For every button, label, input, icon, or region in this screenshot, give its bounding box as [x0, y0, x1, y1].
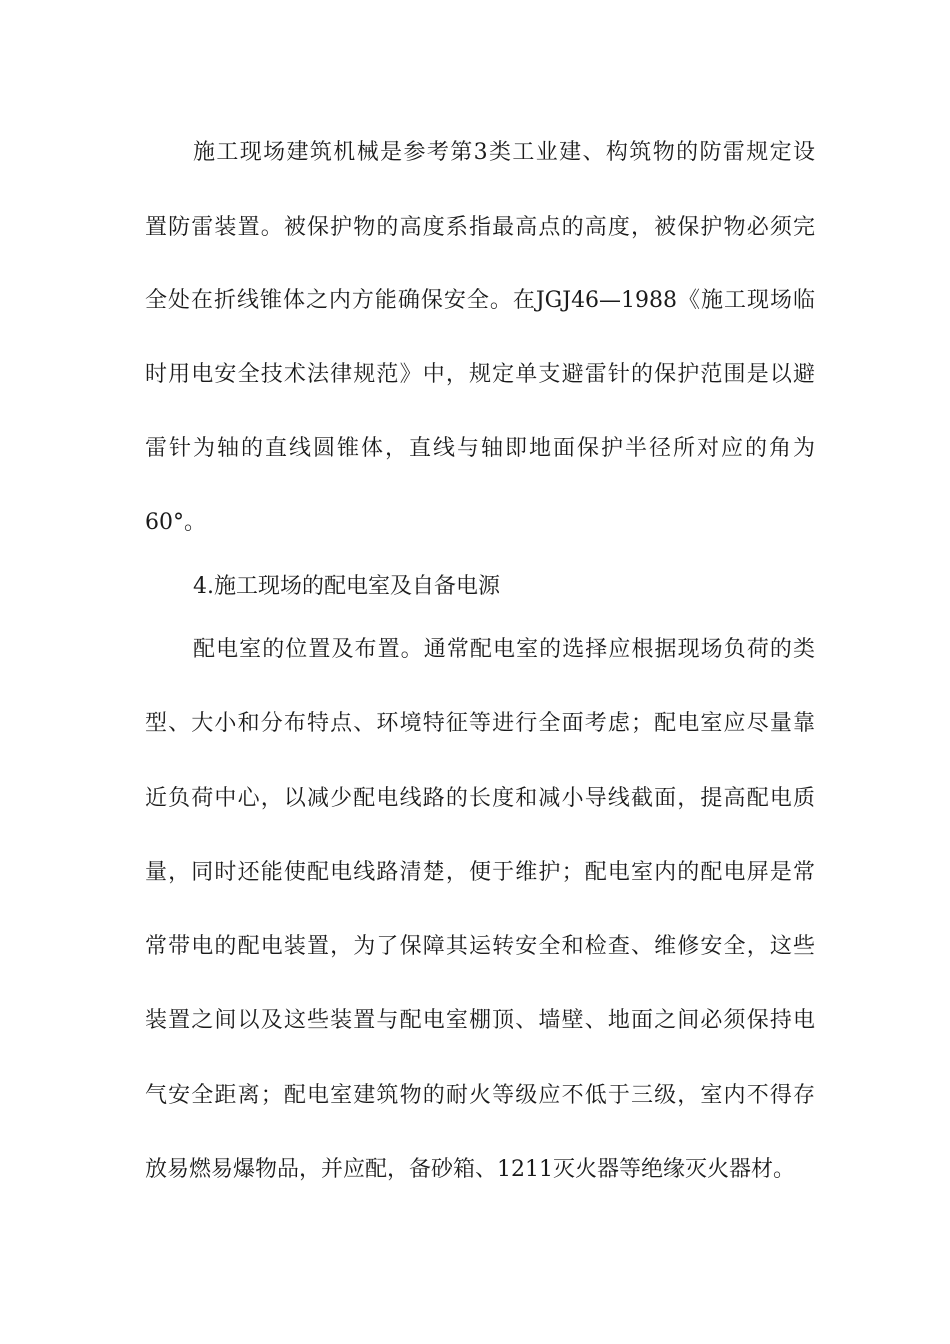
section-heading: 4.施工现场的配电室及自备电源: [193, 574, 500, 599]
text-line: 装置之间以及这些装置与配电室棚顶、墙壁、地面之间必须保持电: [145, 1008, 815, 1033]
text-line: 全处在折线锥体之内方能确保安全。在JGJ46—1988《施工现场临: [145, 288, 815, 313]
text-line: 量，同时还能使配电线路清楚，便于维护；配电室内的配电屏是常: [145, 860, 815, 885]
text-line: 型、大小和分布特点、环境特征等进行全面考虑；配电室应尽量靠: [145, 711, 815, 736]
text-line: 60°。: [145, 510, 206, 535]
text-line: 配电室的位置及布置。通常配电室的选择应根据现场负荷的类: [193, 637, 815, 662]
text-line: 放易燃易爆物品，并应配，备砂箱、1211灭火器等绝缘灭火器材。: [145, 1157, 795, 1182]
text-line: 气安全距离；配电室建筑物的耐火等级应不低于三级，室内不得存: [145, 1083, 815, 1108]
text-line: 雷针为轴的直线圆锥体，直线与轴即地面保护半径所对应的角为: [145, 436, 815, 461]
text-line: 常带电的配电装置，为了保障其运转安全和检查、维修安全，这些: [145, 934, 815, 959]
text-line: 时用电安全技术法律规范》中，规定单支避雷针的保护范围是以避: [145, 362, 815, 387]
text-line: 置防雷装置。被保护物的高度系指最高点的高度，被保护物必须完: [145, 215, 815, 240]
text-line: 施工现场建筑机械是参考第3类工业建、构筑物的防雷规定设: [193, 140, 815, 165]
text-line: 近负荷中心，以减少配电线路的长度和减小导线截面，提高配电质: [145, 786, 815, 811]
